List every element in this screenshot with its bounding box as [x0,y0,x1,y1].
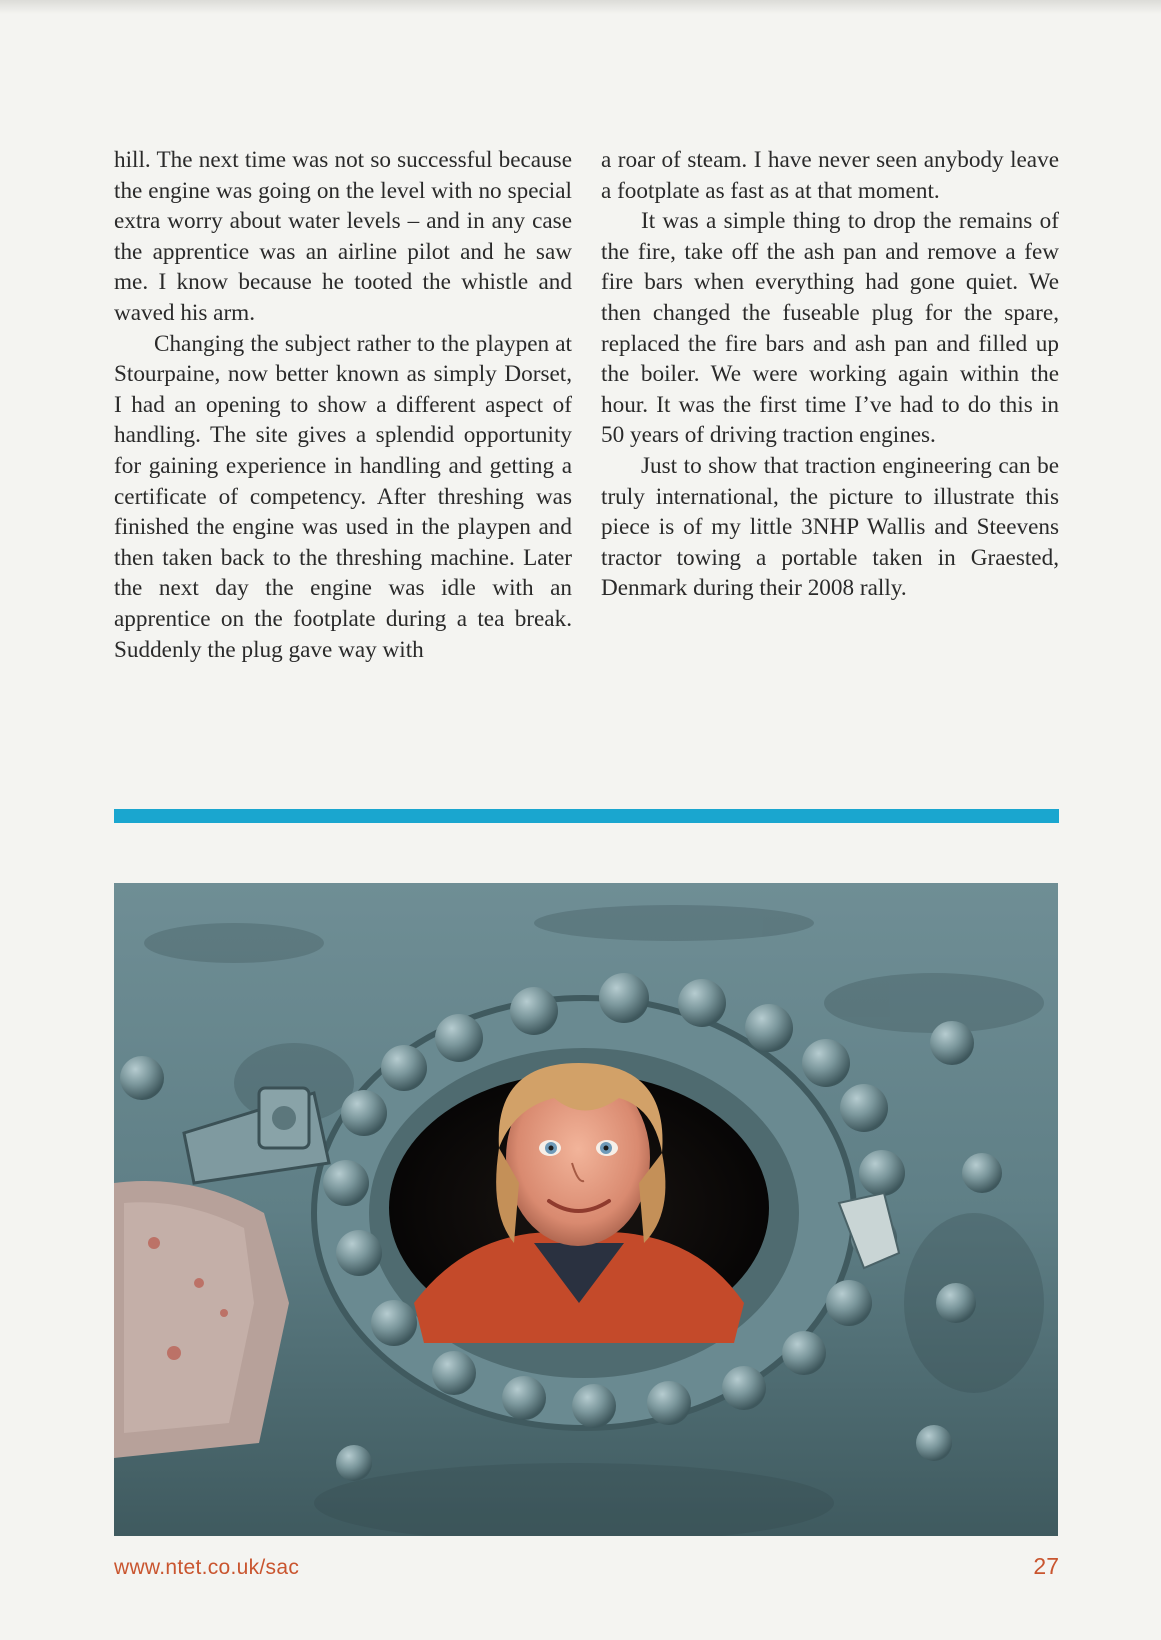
paragraph: Just to show that traction engineering can be truly international, the picture to illustrate this piece is of my little 3NHP Wallis and Steevens tractor towing a portable taken in Graested, Denmark during their 2008 rally. [601,452,1059,602]
paragraph: hill. The next time was not so successful because the engine was going on the level with no special extra worry about water levels – and in any case the apprentice was an airline pilot and he saw me. I know because he tooted the whistle and waved his arm. [114,147,572,326]
paragraph: It was a simple thing to drop the remains of the fire, take off the ash pan and remove a few fire bars when everything had gone quiet. We then changed the fuseable plug for the spare, replaced the fire bars and ash pan and filled up the boiler. We were working again within the hour. It was the first time I’ve had to do this in 50 years of driving traction engines. [601,208,1059,449]
footer-url: www.ntet.co.uk/sac [114,1556,300,1579]
boy-in-boiler-porthole-illustration [114,883,1058,1536]
article-body [114,145,1059,665]
left-column [114,145,572,665]
article-photo [114,883,1058,1536]
right-column [601,145,1059,665]
paragraph: a roar of steam. I have never seen anybody leave a footplate as fast as at that moment. [601,147,1059,204]
section-divider-rule [114,809,1059,823]
page-number: 27 [1033,1553,1059,1579]
paragraph: Changing the subject rather to the playpen at Stourpaine, now better known as simply Dorset, I had an opening to show a different aspect of handling. The site gives a splendid opportunity for gaining experience in handling and getting a certificate of competency. After threshing was finished the engine was used in the playpen and then taken back to the threshing machine. Later the next day the engine was idle with an apprentice on the footplate during a tea break. Suddenly the plug gave way with [114,330,572,663]
page-edge-shadow [0,0,1161,14]
